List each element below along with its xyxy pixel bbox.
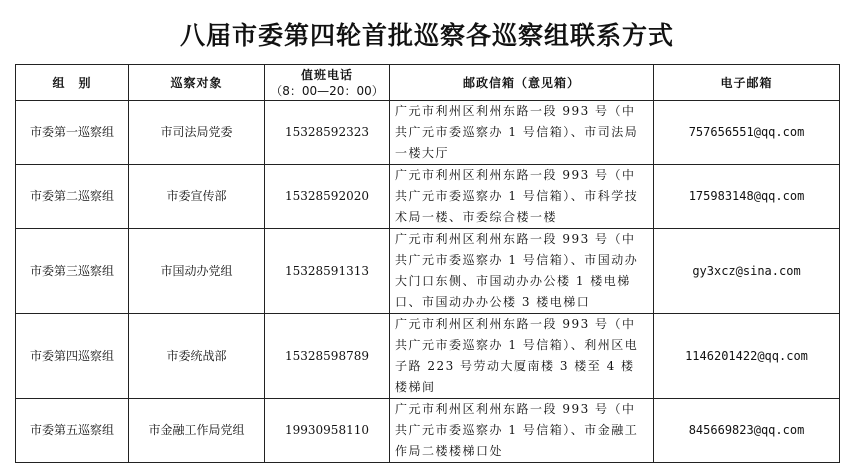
postal-cell: 广元市利州区利州东路一段 993 号（中共广元市委巡察办 1 号信箱）、市国动办大门口东侧、市国动办办公楼 1 楼电梯口、市国动办办公楼 3 楼电梯口 [390, 229, 654, 314]
target-cell: 市委宣传部 [129, 165, 265, 229]
header-email: 电子邮箱 [654, 65, 840, 101]
phone-cell: 15328592020 [265, 165, 390, 229]
page-title: 八届市委第四轮首批巡察各巡察组联系方式 [179, 21, 674, 50]
email-cell: gy3xcz@sina.com [654, 229, 840, 314]
postal-cell: 广元市利州区利州东路一段 993 号（中共广元市委巡察办 1 号信箱）、市金融工作局二楼楼梯口处 [390, 399, 654, 463]
group-cell: 市委第五巡察组 [16, 399, 129, 463]
header-phone-label: 值班电话 [300, 67, 353, 82]
target-cell: 市司法局党委 [129, 101, 265, 165]
table-header-row [16, 65, 840, 101]
target-cell: 市委统战部 [129, 314, 265, 399]
postal-cell: 广元市利州区利州东路一段 993 号（中共广元市委巡察办 1 号信箱）、市司法局一楼大厅 [390, 101, 654, 165]
phone-cell: 19930958110 [265, 399, 390, 463]
header-group: 组 别 [16, 65, 129, 101]
group-cell: 市委第二巡察组 [16, 165, 129, 229]
email-cell: 1146201422@qq.com [654, 314, 840, 399]
header-postal: 邮政信箱（意见箱） [390, 65, 654, 101]
header-phone [265, 65, 390, 101]
table-row [16, 101, 840, 165]
contact-table [15, 64, 840, 463]
table-row [16, 314, 840, 399]
group-cell: 市委第一巡察组 [16, 101, 129, 165]
table-row [16, 165, 840, 229]
email-cell: 845669823@qq.com [654, 399, 840, 463]
group-cell: 市委第三巡察组 [16, 229, 129, 314]
group-cell: 市委第四巡察组 [16, 314, 129, 399]
target-cell: 市金融工作局党组 [129, 399, 265, 463]
table-row [16, 399, 840, 463]
table-row [16, 229, 840, 314]
email-cell: 175983148@qq.com [654, 165, 840, 229]
postal-cell: 广元市利州区利州东路一段 993 号（中共广元市委巡察办 1 号信箱）、利州区电子路 223 号劳动大厦南楼 3 楼至 4 楼楼梯间 [390, 314, 654, 399]
header-phone-hours: （8：00—20：00） [270, 83, 384, 98]
phone-cell: 15328592323 [265, 101, 390, 165]
postal-cell: 广元市利州区利州东路一段 993 号（中共广元市委巡察办 1 号信箱）、市科学技术局一楼、市委综合楼一楼 [390, 165, 654, 229]
target-cell: 市国动办党组 [129, 229, 265, 314]
header-target: 巡察对象 [129, 65, 265, 101]
phone-cell: 15328598789 [265, 314, 390, 399]
phone-cell: 15328591313 [265, 229, 390, 314]
email-cell: 757656551@qq.com [654, 101, 840, 165]
